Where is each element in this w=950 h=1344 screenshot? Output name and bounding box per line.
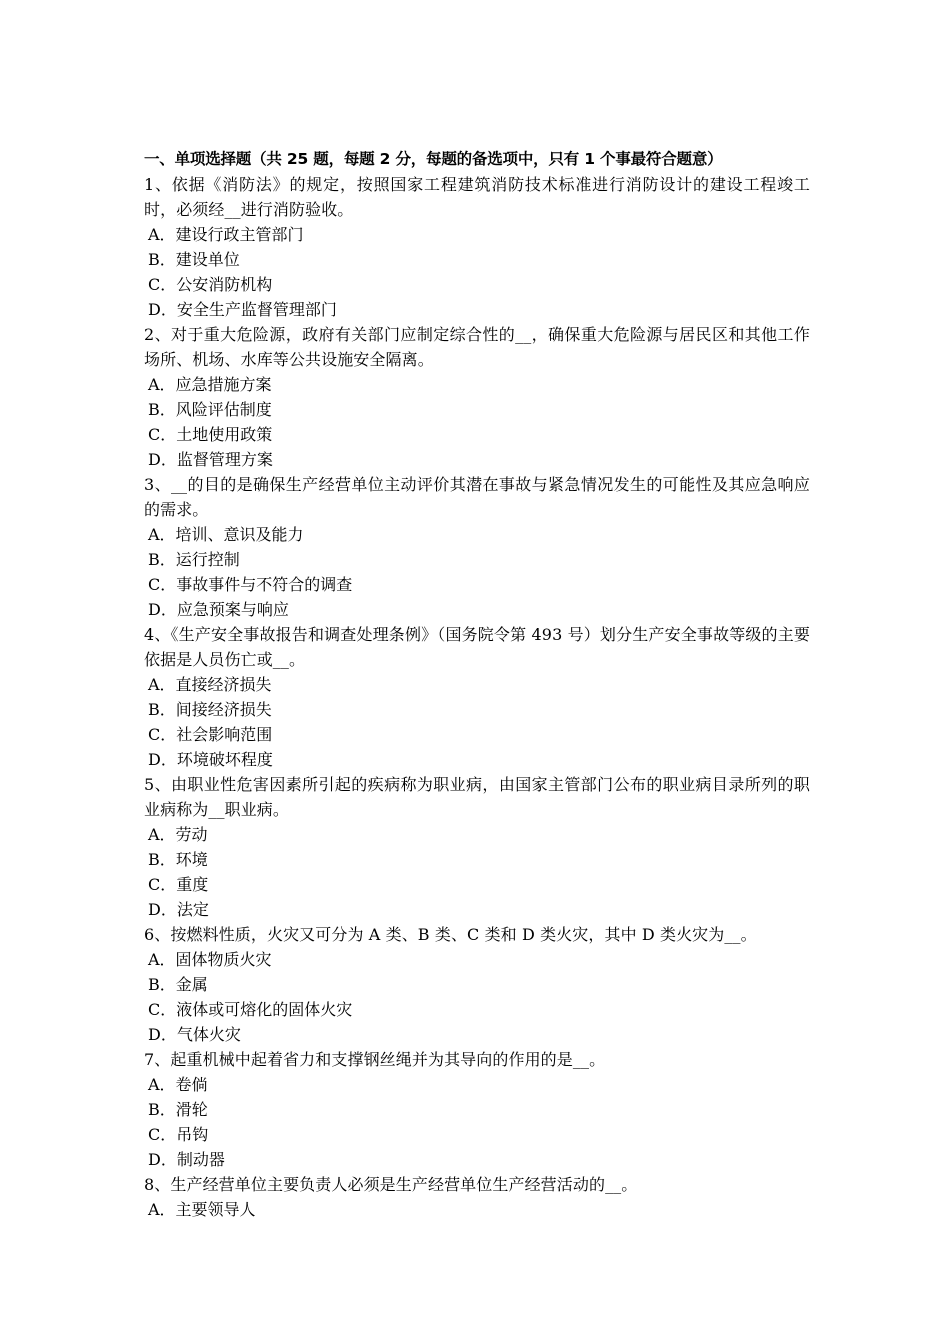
option-b: B．风险评估制度 — [148, 400, 272, 419]
option-a: A．应急措施方案 — [148, 375, 272, 394]
question-stem: 8、生产经营单位主要负责人必须是生产经营单位生产经营活动的__。 — [144, 1175, 638, 1194]
option-d: D．制动器 — [148, 1150, 225, 1169]
option-d: D．环境破坏程度 — [148, 750, 273, 769]
question-1 — [144, 172, 810, 322]
option-d: D．监督管理方案 — [148, 450, 273, 469]
option-b: B．建设单位 — [148, 250, 240, 269]
question-7 — [144, 1047, 810, 1172]
option-c: C．液体或可熔化的固体火灾 — [148, 1000, 353, 1019]
question-5 — [144, 772, 810, 922]
option-a: A．固体物质火灾 — [148, 950, 272, 969]
option-c: C．吊钩 — [148, 1125, 209, 1144]
option-a: A．卷倘 — [148, 1075, 208, 1094]
option-a: A．劳动 — [148, 825, 208, 844]
option-c: C．社会影响范围 — [148, 725, 273, 744]
question-stem: 4、《生产安全事故报告和调查处理条例》（国务院令第 493 号）划分生产安全事故等级的主要依据是人员伤亡或__。 — [144, 625, 810, 669]
question-stem: 1、依据《消防法》的规定，按照国家工程建筑消防技术标准进行消防设计的建设工程竣工时，必须经__进行消防验收。 — [144, 175, 810, 219]
option-c: C．重度 — [148, 875, 209, 894]
section-heading: 一、单项选择题（共 25 题，每题 2 分，每题的备选项中，只有 1 个事最符合题意） — [144, 150, 723, 168]
question-2 — [144, 322, 810, 472]
option-d: D．气体火灾 — [148, 1025, 241, 1044]
option-c: C．公安消防机构 — [148, 275, 273, 294]
option-a: A．培训、意识及能力 — [148, 525, 304, 544]
question-stem: 6、按燃料性质，火灾又可分为 A 类、B 类、C 类和 D 类火灾，其中 D 类火灾为__。 — [144, 925, 757, 944]
question-stem: 5、由职业性危害因素所引起的疾病称为职业病，由国家主管部门公布的职业病目录所列的职业病称为__职业病。 — [144, 775, 810, 819]
option-b: B．间接经济损失 — [148, 700, 272, 719]
option-b: B．环境 — [148, 850, 208, 869]
option-d: D．法定 — [148, 900, 209, 919]
option-d: D．安全生产监督管理部门 — [148, 300, 337, 319]
option-c: C．事故事件与不符合的调查 — [148, 575, 353, 594]
question-8 — [144, 1172, 810, 1222]
question-stem: 2、对于重大危险源，政府有关部门应制定综合性的__，确保重大危险源与居民区和其他工作场所、机场、水库等公共设施安全隔离。 — [144, 325, 810, 369]
document-page — [144, 147, 810, 1222]
question-6 — [144, 922, 810, 1047]
option-a: A．主要领导人 — [148, 1200, 256, 1219]
option-d: D．应急预案与响应 — [148, 600, 289, 619]
question-3 — [144, 472, 810, 622]
question-stem: 7、起重机械中起着省力和支撑钢丝绳并为其导向的作用的是__。 — [144, 1050, 606, 1069]
option-b: B．运行控制 — [148, 550, 240, 569]
option-a: A．建设行政主管部门 — [148, 225, 304, 244]
option-b: B．滑轮 — [148, 1100, 208, 1119]
question-stem: 3、__的目的是确保生产经营单位主动评价其潜在事故与紧急情况发生的可能性及其应急响应的需求。 — [144, 475, 810, 519]
question-4 — [144, 622, 810, 772]
option-b: B．金属 — [148, 975, 208, 994]
option-a: A．直接经济损失 — [148, 675, 272, 694]
option-c: C．土地使用政策 — [148, 425, 273, 444]
